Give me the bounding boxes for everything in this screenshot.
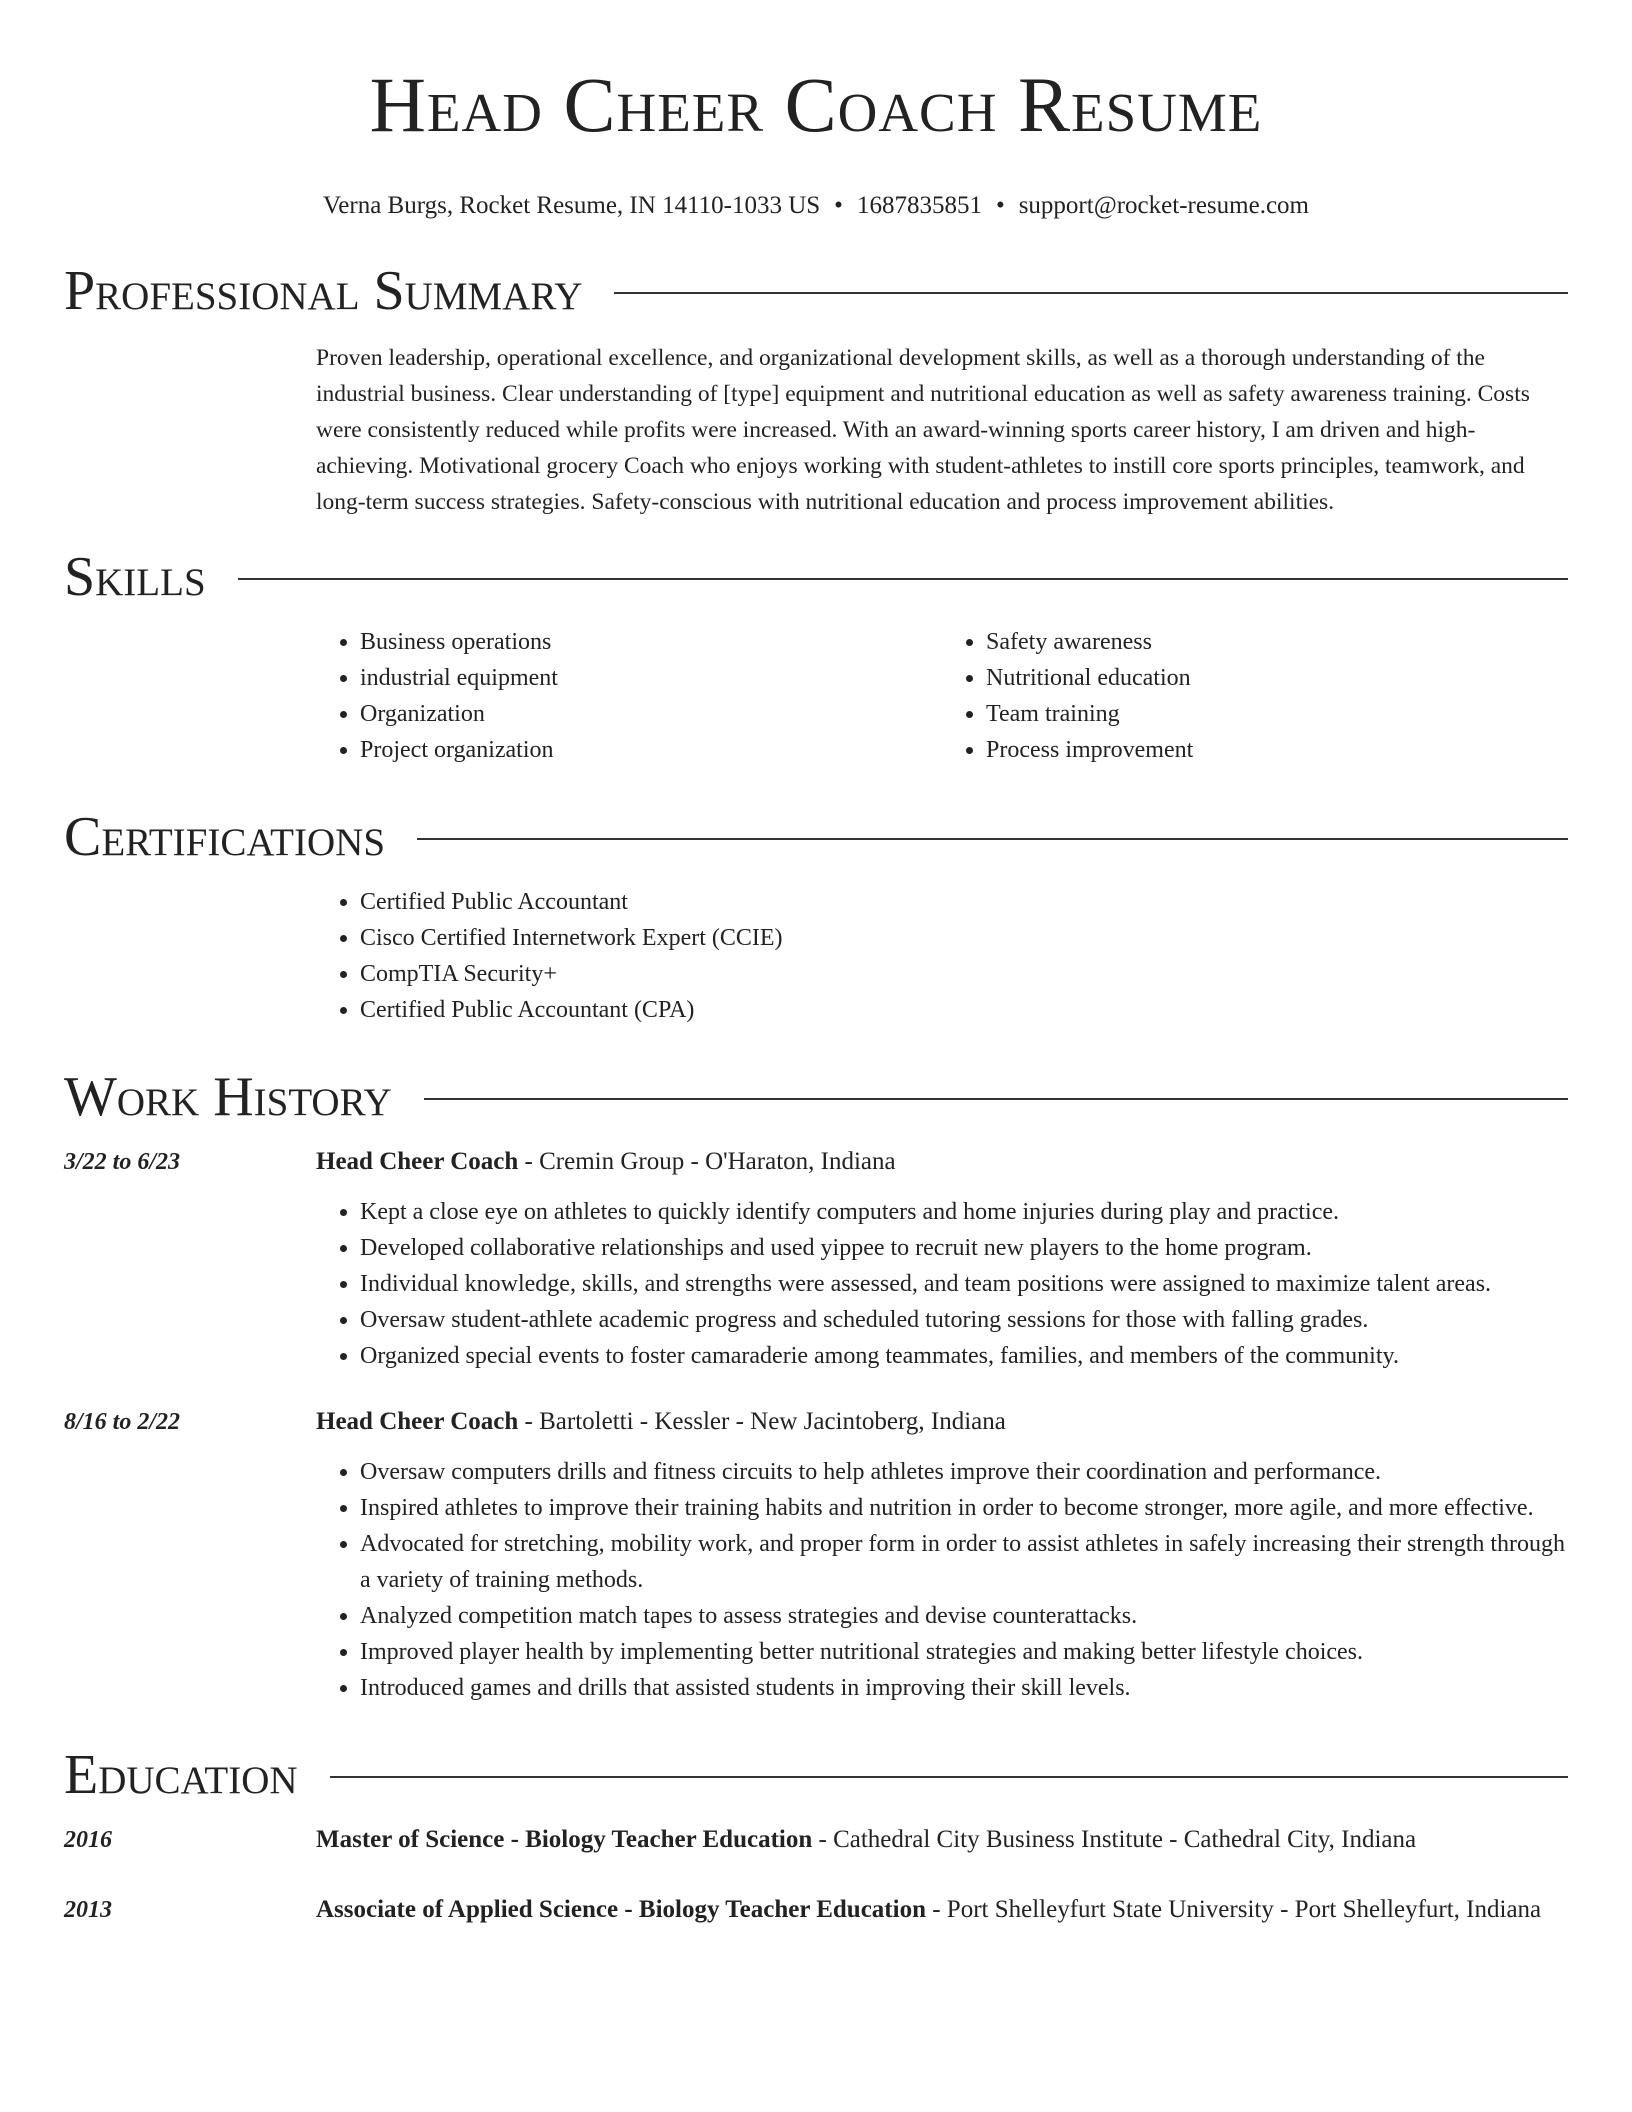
education-entry [64, 1822, 1568, 1858]
job-title: Head Cheer Coach [316, 1147, 519, 1175]
section-divider [238, 578, 1568, 580]
contact-email: support@rocket-resume.com [1018, 192, 1309, 219]
skill-item: • Team training [986, 696, 1568, 732]
job-body [316, 1404, 1568, 1706]
job-bullet: • Analyzed competition match tapes to assess strategies and devise counterattacks. [360, 1598, 1568, 1634]
contact-address: Verna Burgs, Rocket Resume, IN 14110-1033 US [323, 192, 821, 219]
certifications-list-wrap [316, 884, 1568, 1028]
certification-item: • Certified Public Accountant [360, 884, 1568, 920]
skills-list-left [316, 624, 942, 768]
work-history-section [64, 1064, 1568, 1706]
section-divider [424, 1098, 1568, 1100]
section-divider [417, 838, 1568, 840]
section-title-education: Education [64, 1743, 298, 1806]
education-degree: Master of Science - Biology Teacher Education [316, 1825, 813, 1853]
education-line [316, 1892, 1568, 1928]
job-bullet: • Introduced games and drills that assisted students in improving their skill levels. [360, 1670, 1568, 1706]
job-bullet: • Individual knowledge, skills, and strengths were assessed, and team positions were assigned to maximize talent areas. [360, 1266, 1568, 1302]
skill-item: • Project organization [360, 732, 942, 768]
section-divider [614, 292, 1568, 294]
contact-separator: • [995, 192, 1005, 219]
certifications-list [316, 884, 1568, 1028]
education-section [64, 1742, 1568, 1928]
section-title-skills: Skills [64, 545, 206, 608]
page-title: Head Cheer Coach Resume [369, 61, 1263, 148]
job-details: - Cremin Group - O'Haraton, Indiana [518, 1147, 896, 1175]
skill-item: • industrial equipment [360, 660, 942, 696]
job-dates: 3/22 to 6/23 [64, 1148, 181, 1175]
skill-item: • Safety awareness [986, 624, 1568, 660]
job-bullet: • Inspired athletes to improve their training habits and nutrition in order to become stronger, more agile, and more effective. [360, 1490, 1568, 1526]
skill-item: • Nutritional education [986, 660, 1568, 696]
education-details: - Cathedral City Business Institute - Cathedral City, Indiana [812, 1825, 1417, 1853]
job-title: Head Cheer Coach [316, 1407, 519, 1435]
skill-item: • Organization [360, 696, 942, 732]
job-heading [316, 1144, 1568, 1180]
education-year: 2013 [64, 1896, 112, 1923]
job-body [316, 1144, 1568, 1374]
section-header [64, 1742, 1568, 1808]
education-year: 2016 [64, 1826, 112, 1853]
education-entry [64, 1892, 1568, 1928]
certification-item: • CompTIA Security+ [360, 956, 1568, 992]
skills-columns [316, 624, 1568, 768]
skills-list-right [942, 624, 1568, 768]
summary-section [64, 258, 1568, 520]
certification-item: • Cisco Certified Internetwork Expert (CCIE) [360, 920, 1568, 956]
section-header [64, 804, 1568, 870]
job-bullets [316, 1194, 1568, 1374]
job-bullets [316, 1454, 1568, 1706]
job-bullet: • Oversaw computers drills and fitness circuits to help athletes improve their coordination and performance. [360, 1454, 1568, 1490]
skills-section [64, 544, 1568, 768]
education-line [316, 1822, 1568, 1858]
contact-info [64, 190, 1568, 222]
summary-text: Proven leadership, operational excellence, and organizational development skills, as well as a thorough understanding of the industrial business. Clear understanding of [type] equipment and nutritional education as well as safety awareness training. Costs were consistently reduced while profits were increased. With an award-winning sports career history, I am driven and high-achieving. Motivational grocery Coach who enjoys working with student-athletes to instill core sports principles, teamwork, and long-term success strategies. Safety-conscious with nutritional education and process improvement abilities. [316, 345, 1530, 515]
certification-item: • Certified Public Accountant (CPA) [360, 992, 1568, 1028]
section-title-certifications: Certifications [64, 805, 386, 868]
job-bullet: • Organized special events to foster camaraderie among teammates, families, and members of the community. [360, 1338, 1568, 1374]
job-bullet: • Improved player health by implementing better nutritional strategies and making better lifestyle choices. [360, 1634, 1568, 1670]
section-divider [330, 1776, 1568, 1778]
job-bullet: • Developed collaborative relationships and used yippee to recruit new players to the home program. [360, 1230, 1568, 1266]
job-dates: 8/16 to 2/22 [64, 1408, 181, 1435]
section-header [64, 1064, 1568, 1130]
job-heading [316, 1404, 1568, 1440]
job-bullet: • Oversaw student-athlete academic progress and scheduled tutoring sessions for those with falling grades. [360, 1302, 1568, 1338]
section-header [64, 544, 1568, 610]
contact-separator: • [834, 192, 843, 219]
job-entry [64, 1404, 1568, 1706]
section-title-work-history: Work History [64, 1065, 392, 1128]
education-details: - Port Shelleyfurt State University - Port Shelleyfurt, Indiana [925, 1895, 1542, 1923]
job-details: - Bartoletti - Kessler - New Jacintoberg, Indiana [518, 1407, 1006, 1435]
job-bullet: • Advocated for stretching, mobility work, and proper form in order to assist athletes in safely increasing their strength through a variety of training methods. [360, 1526, 1568, 1598]
certifications-section [64, 804, 1568, 1028]
skill-item: • Business operations [360, 624, 942, 660]
section-header [64, 258, 1568, 324]
education-degree: Associate of Applied Science - Biology Teacher Education [316, 1895, 926, 1923]
skill-item: • Process improvement [986, 732, 1568, 768]
job-entry [64, 1144, 1568, 1374]
section-title-summary: Professional Summary [64, 260, 583, 322]
job-bullet: • Kept a close eye on athletes to quickly identify computers and home injuries during play and practice. [360, 1194, 1568, 1230]
contact-phone: 1687835851 [856, 192, 982, 219]
